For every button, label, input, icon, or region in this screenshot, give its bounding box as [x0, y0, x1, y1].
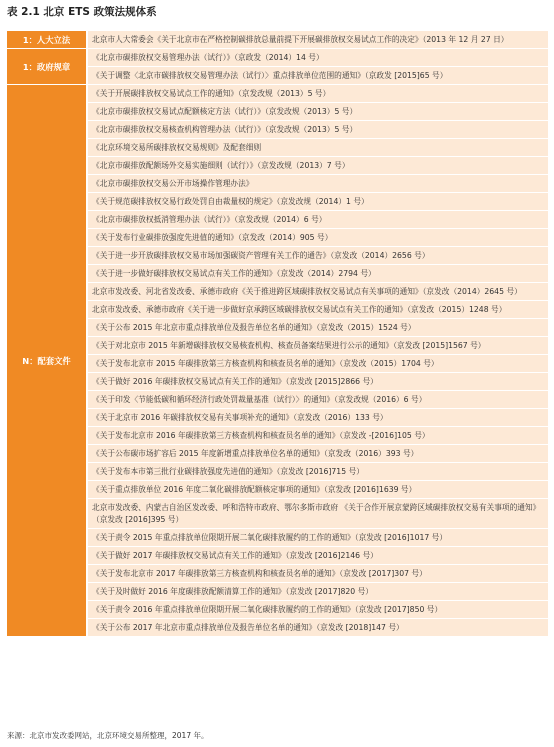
table-row [7, 121, 548, 138]
document-entry: 《关于公布碳市场扩容后 2015 年度新增重点排放单位名单的通知》（京发改（2016）393 号） [88, 445, 548, 462]
document-entry: 《关于责令 2016 年重点排放单位限期开展二氧化碳排放履约的工作的通知》（京发改 [2017]850 号） [88, 601, 548, 618]
table-row [7, 49, 548, 66]
table-row [7, 229, 548, 246]
table-row [7, 565, 548, 582]
table-row [7, 481, 548, 498]
category-label: 1：人大立法 [7, 31, 88, 48]
document-entry: 《北京市碳排放权交易公开市场操作管理办法》 [88, 175, 548, 192]
policy-table-body [7, 31, 548, 636]
table-row [7, 529, 548, 546]
document-entry: 《关于及时做好 2016 年度碳排放配额清算工作的通知》（京发改 [2017]820 号） [88, 583, 548, 600]
document-entry: 《关于进一步做好碳排放权交易试点有关工作的通知》（京发改（2014）2794 号） [88, 265, 548, 282]
table-row [7, 139, 548, 156]
document-entry: 《关于对北京市 2015 年新增碳排放权交易核查机构、核查员备案结果进行公示的通知》（京发改 [2015]1567 号） [88, 337, 548, 354]
table-row [7, 427, 548, 444]
document-entry: 《北京市碳排放权抵消管理办法（试行）》（京发改规（2014）6 号） [88, 211, 548, 228]
document-entry: 《关于公布 2015 年北京市重点排放单位及报告单位名单的通知》（京发改（2015）1524 号） [88, 319, 548, 336]
table-row [7, 499, 548, 528]
document-entry: 《关于印发〈节能低碳和循环经济行政处罚裁量基准（试行）〉的通知》（京发改规（2016）6 号） [88, 391, 548, 408]
document-entry: 《关于规范碳排放权交易行政处罚自由裁量权的规定》（京发改规（2014）1 号） [88, 193, 548, 210]
document-entry: 《关于做好 2016 年碳排放权交易试点有关工作的通知》（京发改 [2015]2866 号） [88, 373, 548, 390]
document-entry: 《北京市碳排放权交易核查机构管理办法（试行）》（京发改规（2013）5 号） [88, 121, 548, 138]
table-row [7, 547, 548, 564]
document-entry: 《关于公布 2017 年北京市重点排放单位及报告单位名单的通知》（京发改 [2018]147 号） [88, 619, 548, 636]
table-row [7, 193, 548, 210]
table-row [7, 247, 548, 264]
table-row [7, 319, 548, 336]
document-entry: 北京市发改委、河北省发改委、承德市政府《关于推进跨区域碳排放权交易试点有关事项的通知》（京发改（2014）2645 号） [88, 283, 548, 300]
table-title: 表 2.1 北京 ETS 政策法规体系 [7, 6, 157, 18]
table-row [7, 283, 548, 300]
table-row [7, 85, 548, 102]
category-label: 1：政府规章 [7, 49, 88, 84]
table-row [7, 265, 548, 282]
table-row [7, 445, 548, 462]
document-entry: 北京市人大常委会《关于北京市在严格控制碳排放总量前提下开展碳排放权交易试点工作的决定》（2013 年 12 月 27 日） [88, 31, 548, 48]
document-entry: 《关于发布北京市 2015 年碳排放第三方核查机构和核查员名单的通知》（京发改（2015）1704 号） [88, 355, 548, 372]
document-entry: 《关于发布本市第三批行业碳排放强度先进值的通知》（京发改 [2016]715 号） [88, 463, 548, 480]
document-entry: 《北京市碳排放权交易试点配额核定方法（试行）》（京发改规（2013）5 号） [88, 103, 548, 120]
table-row [7, 583, 548, 600]
policy-table [7, 30, 548, 637]
document-entry: 《关于调整〈北京市碳排放权交易管理办法（试行）〉重点排放单位范围的通知》（京政发 [2015]65 号） [88, 67, 548, 84]
table-row [7, 103, 548, 120]
table-row [7, 337, 548, 354]
document-entry: 《关于开展碳排放权交易试点工作的通知》（京发改规（2013）5 号） [88, 85, 548, 102]
document-entry: 《关于做好 2017 年碳排放权交易试点有关工作的通知》（京发改 [2016]2146 号） [88, 547, 548, 564]
table-row [7, 355, 548, 372]
category-label: N：配套文件 [7, 85, 88, 636]
table-row [7, 601, 548, 618]
document-entry: 北京市发改委、承德市政府《关于进一步做好京承跨区域碳排放权交易试点有关工作的通知》（京发改（2015）1248 号） [88, 301, 548, 318]
document-entry: 《北京环境交易所碳排放权交易规则》及配套细则 [88, 139, 548, 156]
document-entry: 《关于重点排放单位 2016 年度二氧化碳排放配额核定事项的通知》（京发改 [2016]1639 号） [88, 481, 548, 498]
table-row [7, 211, 548, 228]
table-row [7, 619, 548, 636]
table-row [7, 157, 548, 174]
document-entry: 《关于进一步开放碳排放权交易市场加强碳资产管理有关工作的通告》（京发改（2014）2656 号） [88, 247, 548, 264]
table-row [7, 391, 548, 408]
table-row [7, 301, 548, 318]
document-entry: 《关于责令 2015 年重点排放单位限期开展二氧化碳排放履约的工作的通知》（京发改 [2016]1017 号） [88, 529, 548, 546]
document-entry: 北京市发改委、内蒙古自治区发改委、呼和浩特市政府、鄂尔多斯市政府 《关于合作开展京蒙跨区域碳排放权交易有关事项的通知》（京发改 [2016]395 号） [88, 499, 548, 528]
document-entry: 《北京市碳排放配额场外交易实施细则（试行）》（京发改规（2013）7 号） [88, 157, 548, 174]
table-row [7, 67, 548, 84]
table-row [7, 409, 548, 426]
table-row [7, 175, 548, 192]
document-entry: 《关于北京市 2016 年碳排放权交易有关事项补充的通知》（京发改（2016）133 号） [88, 409, 548, 426]
document-entry: 《关于发布北京市 2017 年碳排放第三方核查机构和核查员名单的通知》（京发改 [2017]307 号） [88, 565, 548, 582]
table-row [7, 373, 548, 390]
source-note: 来源：北京市发改委网站，北京环境交易所整理，2017 年。 [7, 731, 209, 740]
document-entry: 《关于发布北京市 2016 年碳排放第三方核查机构和核查员名单的通知》（京发改 -[2016]105 号） [88, 427, 548, 444]
table-row [7, 463, 548, 480]
document-entry: 《关于发布行业碳排放强度先进值的通知》（京发改（2014）905 号） [88, 229, 548, 246]
table-row [7, 31, 548, 48]
document-entry: 《北京市碳排放权交易管理办法（试行）》（京政发（2014）14 号） [88, 49, 548, 66]
